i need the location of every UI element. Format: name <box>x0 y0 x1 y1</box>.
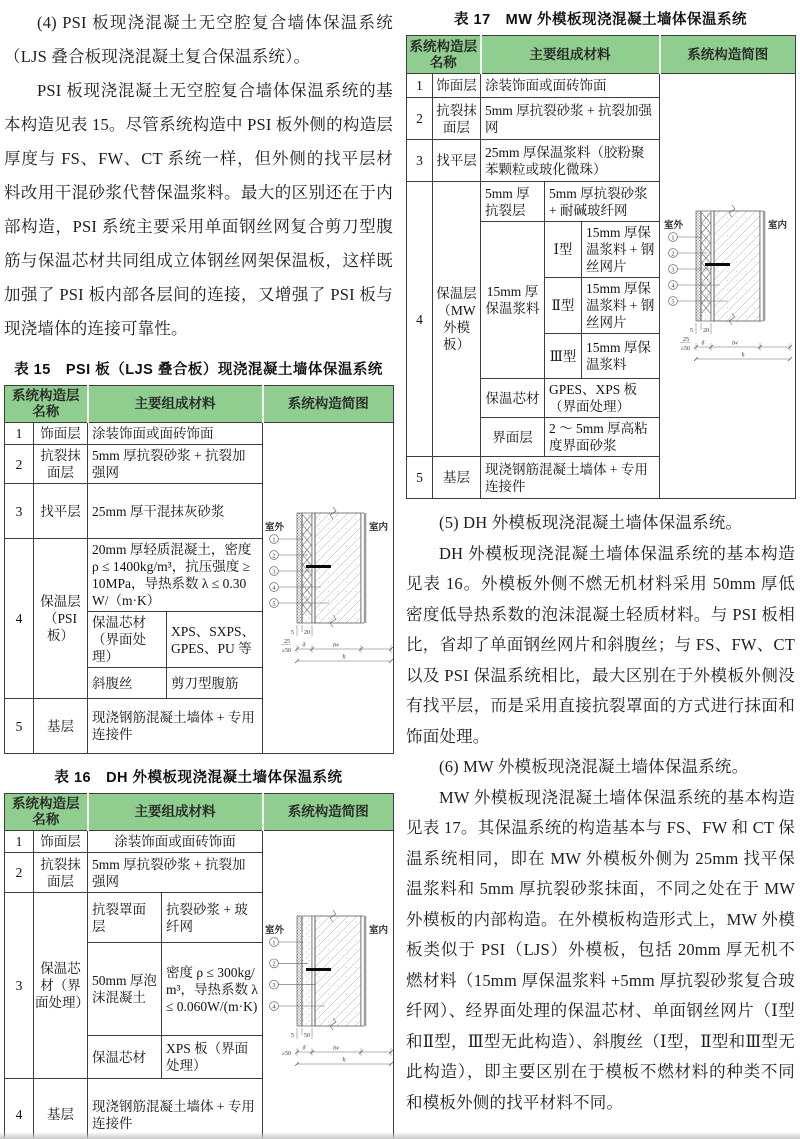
material-cell: 密度 ρ ≤ 300kg/m³，导热系数 λ ≤ 0.060W/(m·K) <box>162 943 263 1036</box>
col-header-materials: 主要组成材料 <box>88 794 263 831</box>
outdoor-label: 室外 <box>265 925 285 936</box>
dim-label: h <box>342 1056 346 1063</box>
dim-label: 5 <box>689 328 693 334</box>
dim-label: δ <box>701 339 704 347</box>
material-cell: 现浇钢筋混凝土墙体 + 专用连接件 <box>88 1079 263 1139</box>
table-row <box>5 386 394 423</box>
callout-number: 4 <box>272 584 276 592</box>
material-cell: 5mm 厚抗裂砂浆 + 抗裂加强网 <box>88 445 263 484</box>
dim-label: tw <box>333 641 339 649</box>
table-row <box>5 831 394 853</box>
layer-number-cell: 1 <box>5 831 34 853</box>
layer-name-cell: 饰面层 <box>34 831 88 853</box>
col-header-layer: 系统构造层名称 <box>5 386 88 423</box>
connector-bar <box>306 565 331 568</box>
layer-name-cell: 基层 <box>433 457 481 499</box>
col-header-materials: 主要组成材料 <box>481 36 660 74</box>
callout-number: 1 <box>272 938 276 946</box>
layer-name-cell: 保温层（MW 外模板） <box>433 182 481 457</box>
material-sub-label-cell: 抗裂罩面层 <box>88 893 162 943</box>
material-cell: 20mm 厚轻质混凝土，密度 ρ ≤ 1400kg/m³，抗压强度 ≥ 10MPa，导热系数 λ ≤ 0.30W/（m·K） <box>88 539 263 612</box>
connector-bar <box>705 263 730 266</box>
material-cell: 涂装饰面或面砖饰面 <box>88 423 263 445</box>
layer-name-cell: 找平层 <box>34 484 88 539</box>
table-15-title: 表 15 PSI 板（LJS 叠合板）现浇混凝土墙体保温系统 <box>14 362 383 378</box>
layer-name-cell: 基层 <box>34 1079 88 1139</box>
callout-number: 2 <box>272 960 276 968</box>
layer-number-cell: 4 <box>5 539 34 699</box>
material-cell: 抗裂砂浆 + 玻纤网 <box>162 893 263 943</box>
paragraph-4-body: PSI 板现浇混凝土无空腔复合墙体保温系统的基本构造见表 15。尽管系统构造中 PSI 板外侧的构造层厚度与 FS、FW、CT 系统一样，但外侧的找平层材料改用干混砂浆代替保温浆料。最大的区别还在于内部构造，PSI 系统主要采用单面钢丝网复合剪刀型腹筋与保温芯材共同组成立体钢丝网架保温板，这样既加强了 PSI 板内部各层间的连接，又增强了 PSI 板与现浇墙体的连接可靠性。 <box>4 81 393 338</box>
material-cell: 25mm 厚保温浆料（胶粉聚苯颗粒或玻化微珠） <box>481 140 660 182</box>
callout-number: 3 <box>272 981 276 989</box>
callout-number: 4 <box>670 282 675 290</box>
callout-number: 2 <box>670 250 675 258</box>
col-header-figure: 系统构造简图 <box>263 386 394 423</box>
layer-number-cell: 5 <box>5 699 34 754</box>
layer-number-cell: 3 <box>407 140 433 182</box>
table-16-title: 表 16 DH 外模板现浇混凝土墙体保温系统 <box>54 770 343 786</box>
right-column <box>406 6 795 1139</box>
layer-number-cell: 4 <box>5 1079 34 1139</box>
layer-name-cell: 饰面层 <box>433 74 481 98</box>
indoor-label: 室内 <box>767 221 787 231</box>
dim-label: 5 <box>291 1032 294 1039</box>
dim-label: ≥50 <box>281 1050 291 1057</box>
callout-number: 1 <box>670 234 675 242</box>
material-cell: 5mm 厚抗裂砂浆 + 耐碱玻纤网 <box>545 182 660 222</box>
layer-name-cell: 基层 <box>34 699 88 754</box>
callout-number: 3 <box>272 568 276 576</box>
paragraph-5-body: DH 外模板现浇混凝土墙体保温系统的基本构造见表 16。外模板外侧不燃无机材料采用 50mm 厚低密度低导热系数的泡沫混凝土轻质材料。与 PSI 板相比，省却了单面钢丝网片和斜腹丝；与 FS、FW、CT 以及 PSI 保温系统相比，最大区别在于外模板外侧没有找平层，而是采用直接抗裂罩面的方式进行抹面和饰面处理。 <box>406 543 795 746</box>
material-cell: 涂装饰面或面砖饰面 <box>88 831 263 853</box>
indoor-label: 室内 <box>369 925 389 936</box>
layer-name-cell: 抗裂抹面层 <box>433 98 481 140</box>
material-cell: 5mm 厚抗裂砂浆 + 抗裂加强网 <box>88 853 263 893</box>
wall-section-diagram-svg <box>263 902 395 1076</box>
material-sub-label-cell: 保温芯材（界面处理） <box>88 612 167 668</box>
type-cell: Ⅱ型 <box>545 278 582 334</box>
material-sub-label-cell: 5mm 厚抗裂层 <box>481 182 545 222</box>
material-cell: 剪刀型腹筋 <box>167 668 263 699</box>
type-cell: Ⅲ型 <box>545 334 582 379</box>
construction-diagram <box>263 902 395 1080</box>
material-cell: XPS、SXPS、GPES、PU 等 <box>167 612 263 668</box>
construction-diagram <box>662 197 794 375</box>
layer-name-cell: 抗裂抹面层 <box>34 445 88 484</box>
col-header-layer: 系统构造层名称 <box>407 36 481 74</box>
layer-number-cell: 2 <box>407 98 433 140</box>
callout-number: 2 <box>272 552 276 560</box>
dim-label: 50 <box>304 1032 310 1039</box>
construction-diagram <box>263 499 395 677</box>
layer-number-cell: 2 <box>5 445 34 484</box>
dim-label: 5 <box>291 630 294 636</box>
type-cell: Ⅰ型 <box>545 222 582 278</box>
material-cell: 现浇钢筋混凝土墙体 + 专用连接件 <box>481 457 660 499</box>
diagram-cell <box>263 423 394 754</box>
paragraph-6-intro: (6) MW 外模板现浇混凝土墙体保温系统。 <box>439 757 749 776</box>
paragraph-6-body: MW 外模板现浇混凝土墙体保温系统的基本构造见表 17。其保温系统的构造基本与 FS、FW 和 CT 保温系统相同，即在 MW 外模板外侧为 25mm 找平保温浆料和 5mm 厚抗裂砂浆抹面，不同之处在于 MW 外模板的内部构造。在外模板构造形式上，MW 外模板类似于 PSI（LJS）外模板，包括 20mm 厚无机不燃材料（15mm 厚保温浆料 +5mm 厚抗裂砂浆复合玻纤网）、经界面处理的保温芯材、单面钢丝网片（Ⅰ型和Ⅱ型，Ⅲ型无此构造）、斜腹丝（Ⅰ型，Ⅱ型和Ⅲ型无此构造），即主要区别在于模板不燃材料的种类不同和模板外侧的找平材料不同。 <box>406 787 795 1112</box>
material-cell: GPES、XPS 板（界面处理） <box>545 379 660 418</box>
callout-number: 5 <box>272 600 276 608</box>
table-17 <box>406 35 796 499</box>
col-header-layer: 系统构造层名称 <box>5 794 88 831</box>
material-sub-label-cell: 界面层 <box>481 418 545 457</box>
dim-label: ≥50 <box>680 346 690 352</box>
material-cell: 15mm 厚保温浆料 + 钢丝网片 <box>582 222 660 278</box>
material-sub-label-cell: 15mm 厚保温浆料 <box>481 222 545 379</box>
dim-label: 25 <box>682 337 689 343</box>
material-cell: 25mm 厚干混抹灰砂浆 <box>88 484 263 539</box>
layer-number-cell: 4 <box>407 182 433 457</box>
layer-number-cell: 5 <box>407 457 433 499</box>
page-bottom-edge <box>0 1132 800 1139</box>
callout-number: 4 <box>272 1002 276 1010</box>
layer-name-cell: 饰面层 <box>34 423 88 445</box>
material-cell: 现浇钢筋混凝土墙体 + 专用连接件 <box>88 699 263 754</box>
indoor-label: 室内 <box>369 523 389 533</box>
left-column <box>4 6 393 1139</box>
diagram-cell <box>660 74 796 499</box>
material-sub-label-cell: 保温芯材 <box>88 1036 162 1079</box>
table-row <box>407 36 796 74</box>
dim-label: 25 <box>284 639 290 645</box>
dim-label: 20 <box>304 630 310 636</box>
layer-number-cell: 1 <box>407 74 433 98</box>
table-row <box>407 74 796 98</box>
connector-bar <box>306 968 331 971</box>
layer-number-cell: 3 <box>5 484 34 539</box>
layer-number-cell: 1 <box>5 423 34 445</box>
layer-number-cell: 3 <box>5 893 34 1079</box>
dim-label: tw <box>333 1044 339 1051</box>
callout-number: 1 <box>272 536 276 544</box>
table-15 <box>4 385 394 754</box>
wall-section-diagram-svg <box>263 499 395 673</box>
material-sub-label-cell: 保温芯材 <box>481 379 545 418</box>
col-header-materials: 主要组成材料 <box>88 386 263 423</box>
layer-name-cell: 抗裂抹面层 <box>34 853 88 893</box>
material-cell: 15mm 厚保温浆料 <box>582 334 660 379</box>
dim-label: δ <box>302 1044 306 1051</box>
material-sub-label-cell: 50mm 厚泡沫混凝土 <box>88 943 162 1036</box>
dim-label: h <box>342 653 346 661</box>
col-header-figure: 系统构造简图 <box>263 794 394 831</box>
callout-number: 3 <box>670 266 675 274</box>
callout-number: 5 <box>670 298 675 306</box>
wall-section-diagram-svg <box>662 197 794 371</box>
layer-name-cell: 找平层 <box>433 140 481 182</box>
table-17-title: 表 17 MW 外模板现浇混凝土墙体保温系统 <box>454 12 747 28</box>
layer-name-cell: 保温层（PSI 板） <box>34 539 88 699</box>
table-16 <box>4 793 394 1139</box>
layer-number-cell: 2 <box>5 853 34 893</box>
outdoor-label: 室外 <box>663 221 683 231</box>
material-sub-label-cell: 斜腹丝 <box>88 668 167 699</box>
material-cell: 2 ～ 5mm 厚高粘度界面砂浆 <box>545 418 660 457</box>
dim-label: h <box>740 351 745 359</box>
outdoor-label: 室外 <box>265 523 285 533</box>
col-header-figure: 系统构造简图 <box>660 36 796 74</box>
material-cell: XPS 板（界面处理） <box>162 1036 263 1079</box>
dim-label: 20 <box>702 328 709 334</box>
dim-label: tw <box>731 339 738 347</box>
table-row <box>5 423 394 445</box>
material-cell: 5mm 厚抗裂砂浆 + 抗裂加强网 <box>481 98 660 140</box>
dim-label: δ <box>302 641 306 649</box>
material-cell: 15mm 厚保温浆料 + 钢丝网片 <box>582 278 660 334</box>
layer-name-cell: 保温芯材（界面处理） <box>34 893 88 1079</box>
paragraph-4-intro: (4) PSI 板现浇混凝土无空腔复合墙体保温系统（LJS 叠合板现浇混凝土复合保温系统）。 <box>4 13 393 66</box>
dim-label: ≥50 <box>281 648 291 654</box>
paragraph-5-intro: (5) DH 外模板现浇混凝土墙体保温系统。 <box>439 513 743 532</box>
material-cell: 涂装饰面或面砖饰面 <box>481 74 660 98</box>
diagram-cell <box>263 831 394 1139</box>
table-row <box>5 794 394 831</box>
